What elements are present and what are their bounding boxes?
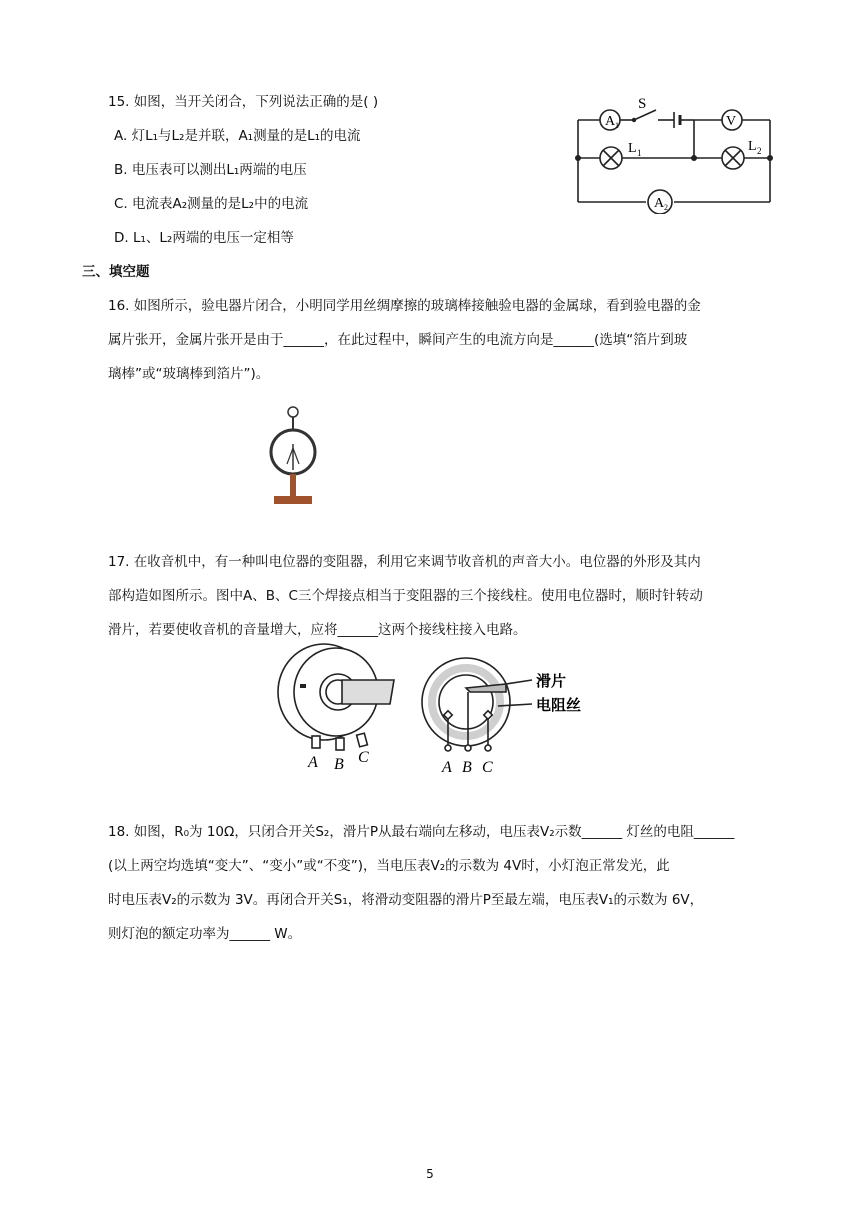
ammeter1-label: A xyxy=(605,114,616,129)
q17-line-1: 17. 在收音机中，有一种叫电位器的变阻器，利用它来调节收音机的声音大小。电位器的外形及其内 xyxy=(108,554,701,570)
lamp2-label: L xyxy=(748,139,757,154)
svg-text:1: 1 xyxy=(637,148,642,158)
svg-text:2: 2 xyxy=(757,146,762,156)
q15-option-c: C. 电流表A₂测量的是L₂中的电流 xyxy=(114,196,309,212)
q16-line-3: 璃棒”或“玻璃棒到箔片”)。 xyxy=(108,366,270,382)
q18-line-4: 则灯泡的额定功率为______ W。 xyxy=(108,926,302,942)
svg-text:2: 2 xyxy=(664,203,668,212)
q18-line-3: 时电压表V₂的示数为 3V。再闭合开关S₁，将滑动变阻器的滑片P至最左端，电压表V₁的示数为 6V， xyxy=(108,892,704,908)
q18-line-1: 18. 如图，R₀为 10Ω，只闭合开关S₂，滑片P从最右端向左移动，电压表V₂示数______ 灯丝的电阻______ xyxy=(108,824,735,840)
q15-circuit-diagram xyxy=(570,92,780,214)
q17-line-2: 部构造如图所示。图中A、B、C三个焊接点相当于变阻器的三个接线柱。使用电位器时，顺时针转动 xyxy=(108,588,703,604)
q15-option-b: B. 电压表可以测出L₁两端的电压 xyxy=(114,162,307,178)
voltmeter-label: V xyxy=(726,114,737,129)
label-resistance-wire: 电阻丝 xyxy=(536,698,582,714)
page-number: 5 xyxy=(426,1167,434,1181)
svg-text:B: B xyxy=(334,756,344,773)
lamp1-label: L xyxy=(628,141,637,156)
q16-line-1: 16. 如图所示，验电器片闭合，小明同学用丝绸摩擦的玻璃棒接触验电器的金属球，看到验电器的金 xyxy=(108,298,701,314)
ammeter2-label: A xyxy=(654,196,665,211)
q15-option-a: A. 灯L₁与L₂是并联，A₁测量的是L₁的电流 xyxy=(114,128,361,144)
svg-text:A: A xyxy=(308,754,318,771)
q15-option-d: D. L₁、L₂两端的电压一定相等 xyxy=(114,230,294,246)
q17-potentiometer-figure xyxy=(266,640,606,776)
q17-line-3: 滑片，若要使收音机的音量增大，应将______这两个接线柱接入电路。 xyxy=(108,622,527,638)
section-title-fill-blank: 三、填空题 xyxy=(82,264,150,280)
svg-text:C: C xyxy=(358,749,369,766)
svg-text:B: B xyxy=(462,759,472,776)
q16-electroscope-figure xyxy=(262,404,324,508)
svg-text:1: 1 xyxy=(615,121,619,130)
label-slider: 滑片 xyxy=(536,674,567,690)
q15-stem: 15. 如图，当开关闭合，下列说法正确的是( ) xyxy=(108,94,379,110)
svg-text:C: C xyxy=(482,759,493,776)
q18-line-2: (以上两空均选填“变大”、“变小”或“不变”)，当电压表V₂的示数为 4V时，小灯泡正常发光，此 xyxy=(108,858,670,874)
svg-text:A: A xyxy=(442,759,452,776)
q16-line-2: 属片张开，金属片张开是由于______，在此过程中，瞬间产生的电流方向是______(选填“箔片到玻 xyxy=(108,332,688,348)
switch-label: S xyxy=(638,96,647,112)
